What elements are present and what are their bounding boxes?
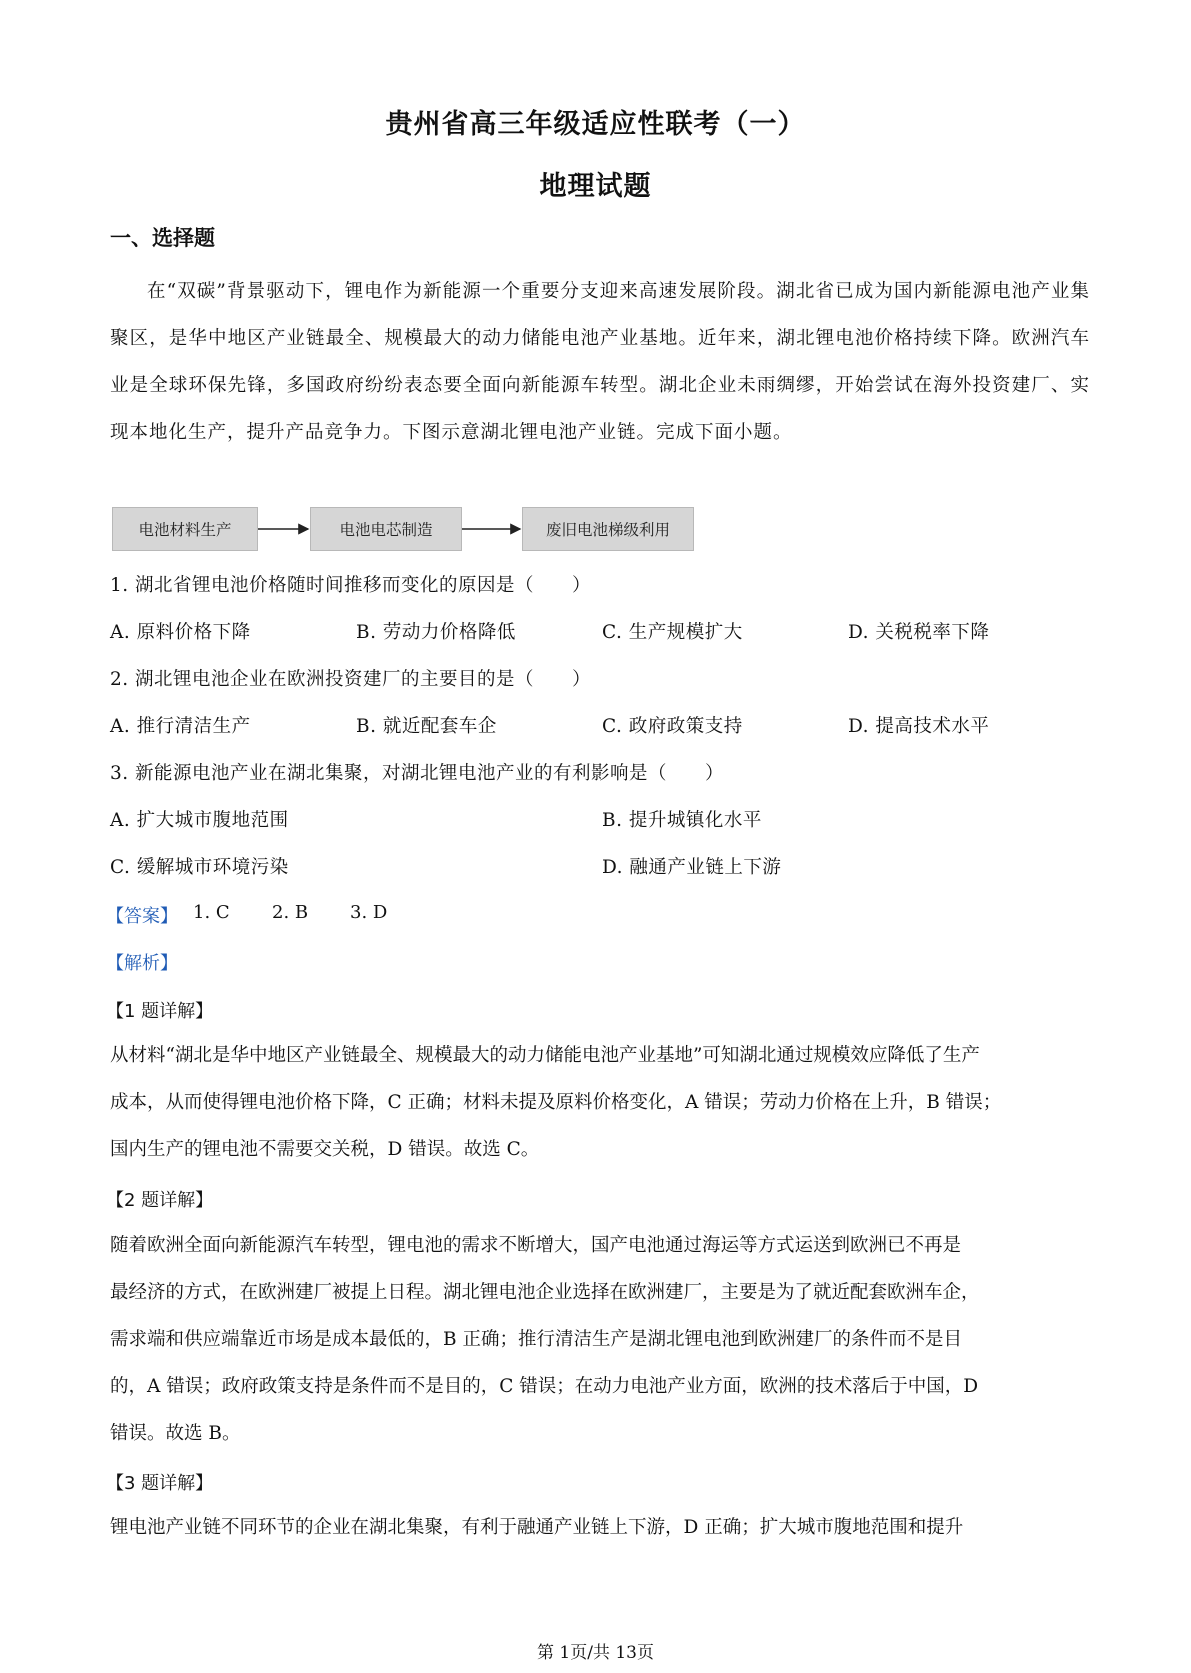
question-1-option-c: C. 生产规模扩大 bbox=[602, 622, 743, 643]
answer-3: 3. D bbox=[350, 902, 388, 923]
detail-1-text bbox=[110, 1032, 1094, 1173]
page-footer: 第 1页/共 13页 bbox=[537, 1643, 654, 1663]
flow-step-recycling: 废旧电池梯级利用 bbox=[522, 507, 694, 551]
detail-2-line: 错误。故选 B。 bbox=[110, 1423, 241, 1444]
question-1-option-d: D. 关税税率下降 bbox=[848, 622, 990, 643]
question-3-option-d: D. 融通产业链上下游 bbox=[602, 857, 782, 878]
detail-1-heading: 【1 题详解】 bbox=[106, 1001, 214, 1022]
detail-3-line: 锂电池产业链不同环节的企业在湖北集聚，有利于融通产业链上下游，D 正确；扩大城市腹地范围和提升 bbox=[110, 1517, 964, 1538]
analysis-tag: 【解析】 bbox=[106, 953, 178, 974]
question-2-option-a: A. 推行清洁生产 bbox=[110, 716, 251, 737]
flow-step-cell: 电池电芯制造 bbox=[310, 507, 462, 551]
question-3-option-b: B. 提升城镇化水平 bbox=[602, 810, 762, 831]
detail-1-line: 从材料“湖北是华中地区产业链最全、规模最大的动力储能电池产业基地”可知湖北通过规模效应降低了生产 bbox=[110, 1045, 980, 1066]
question-1-stem: 1. 湖北省锂电池价格随时间推移而变化的原因是（ ） bbox=[110, 575, 592, 596]
flow-step-material: 电池材料生产 bbox=[112, 507, 258, 551]
detail-2-heading: 【2 题详解】 bbox=[106, 1190, 214, 1211]
section-heading: 一、选择题 bbox=[110, 225, 215, 250]
question-3-option-c: C. 缓解城市环境污染 bbox=[110, 857, 289, 878]
flow-arrows bbox=[112, 507, 752, 553]
detail-1-line: 成本，从而使得锂电池价格下降，C 正确；材料未提及原料价格变化，A 错误；劳动力价格在上升，B 错误； bbox=[110, 1092, 1002, 1113]
detail-2-line: 随着欧洲全面向新能源汽车转型，锂电池的需求不断增大，国产电池通过海运等方式运送到欧洲已不再是 bbox=[110, 1235, 962, 1256]
question-1-option-b: B. 劳动力价格降低 bbox=[356, 622, 516, 643]
detail-3-text bbox=[110, 1504, 1094, 1551]
document-title: 贵州省高三年级适应性联考（一） bbox=[385, 109, 806, 140]
question-2-option-b: B. 就近配套车企 bbox=[356, 716, 497, 737]
detail-2-line: 的，A 错误；政府政策支持是条件而不是目的，C 错误；在动力电池产业方面，欧洲的技术落后于中国，D bbox=[110, 1376, 979, 1397]
question-2-option-c: C. 政府政策支持 bbox=[602, 716, 743, 737]
detail-1-line: 国内生产的锂电池不需要交关税，D 错误。故选 C。 bbox=[110, 1139, 540, 1160]
question-3-stem: 3. 新能源电池产业在湖北集聚，对湖北锂电池产业的有利影响是（ ） bbox=[110, 763, 725, 784]
reading-passage: 在“双碳”背景驱动下，锂电作为新能源一个重要分支迎来高速发展阶段。湖北省已成为国内新能源电池产业集聚区，是华中地区产业链最全、规模最大的动力储能电池产业基地。近年来，湖北锂电池价格持续下降。欧洲汽车业是全球环保先锋，多国政府纷纷表态要全面向新能源车转型。湖北企业未雨绸缪，开始尝试在海外投资建厂、实现本地化生产，提升产品竞争力。下图示意湖北锂电池产业链。完成下面小题。 bbox=[110, 281, 1090, 443]
industry-chain-flowchart bbox=[112, 507, 752, 553]
answer-tag: 【答案】 bbox=[106, 906, 178, 927]
question-2-option-d: D. 提高技术水平 bbox=[848, 716, 990, 737]
question-2-stem: 2. 湖北锂电池企业在欧洲投资建厂的主要目的是（ ） bbox=[110, 669, 592, 690]
detail-2-line: 需求端和供应端靠近市场是成本最低的，B 正确；推行清洁生产是湖北锂电池到欧洲建厂的条件而不是目 bbox=[110, 1329, 962, 1350]
detail-2-text bbox=[110, 1222, 1094, 1457]
answer-1: 1. C bbox=[193, 902, 230, 923]
question-1-option-a: A. 原料价格下降 bbox=[110, 622, 251, 643]
document-subtitle: 地理试题 bbox=[539, 171, 652, 202]
detail-3-heading: 【3 题详解】 bbox=[106, 1473, 214, 1494]
detail-2-line: 最经济的方式，在欧洲建厂被提上日程。湖北锂电池企业选择在欧洲建厂，主要是为了就近配套欧洲车企， bbox=[110, 1282, 980, 1303]
question-3-option-a: A. 扩大城市腹地范围 bbox=[110, 810, 289, 831]
answer-2: 2. B bbox=[272, 902, 309, 923]
